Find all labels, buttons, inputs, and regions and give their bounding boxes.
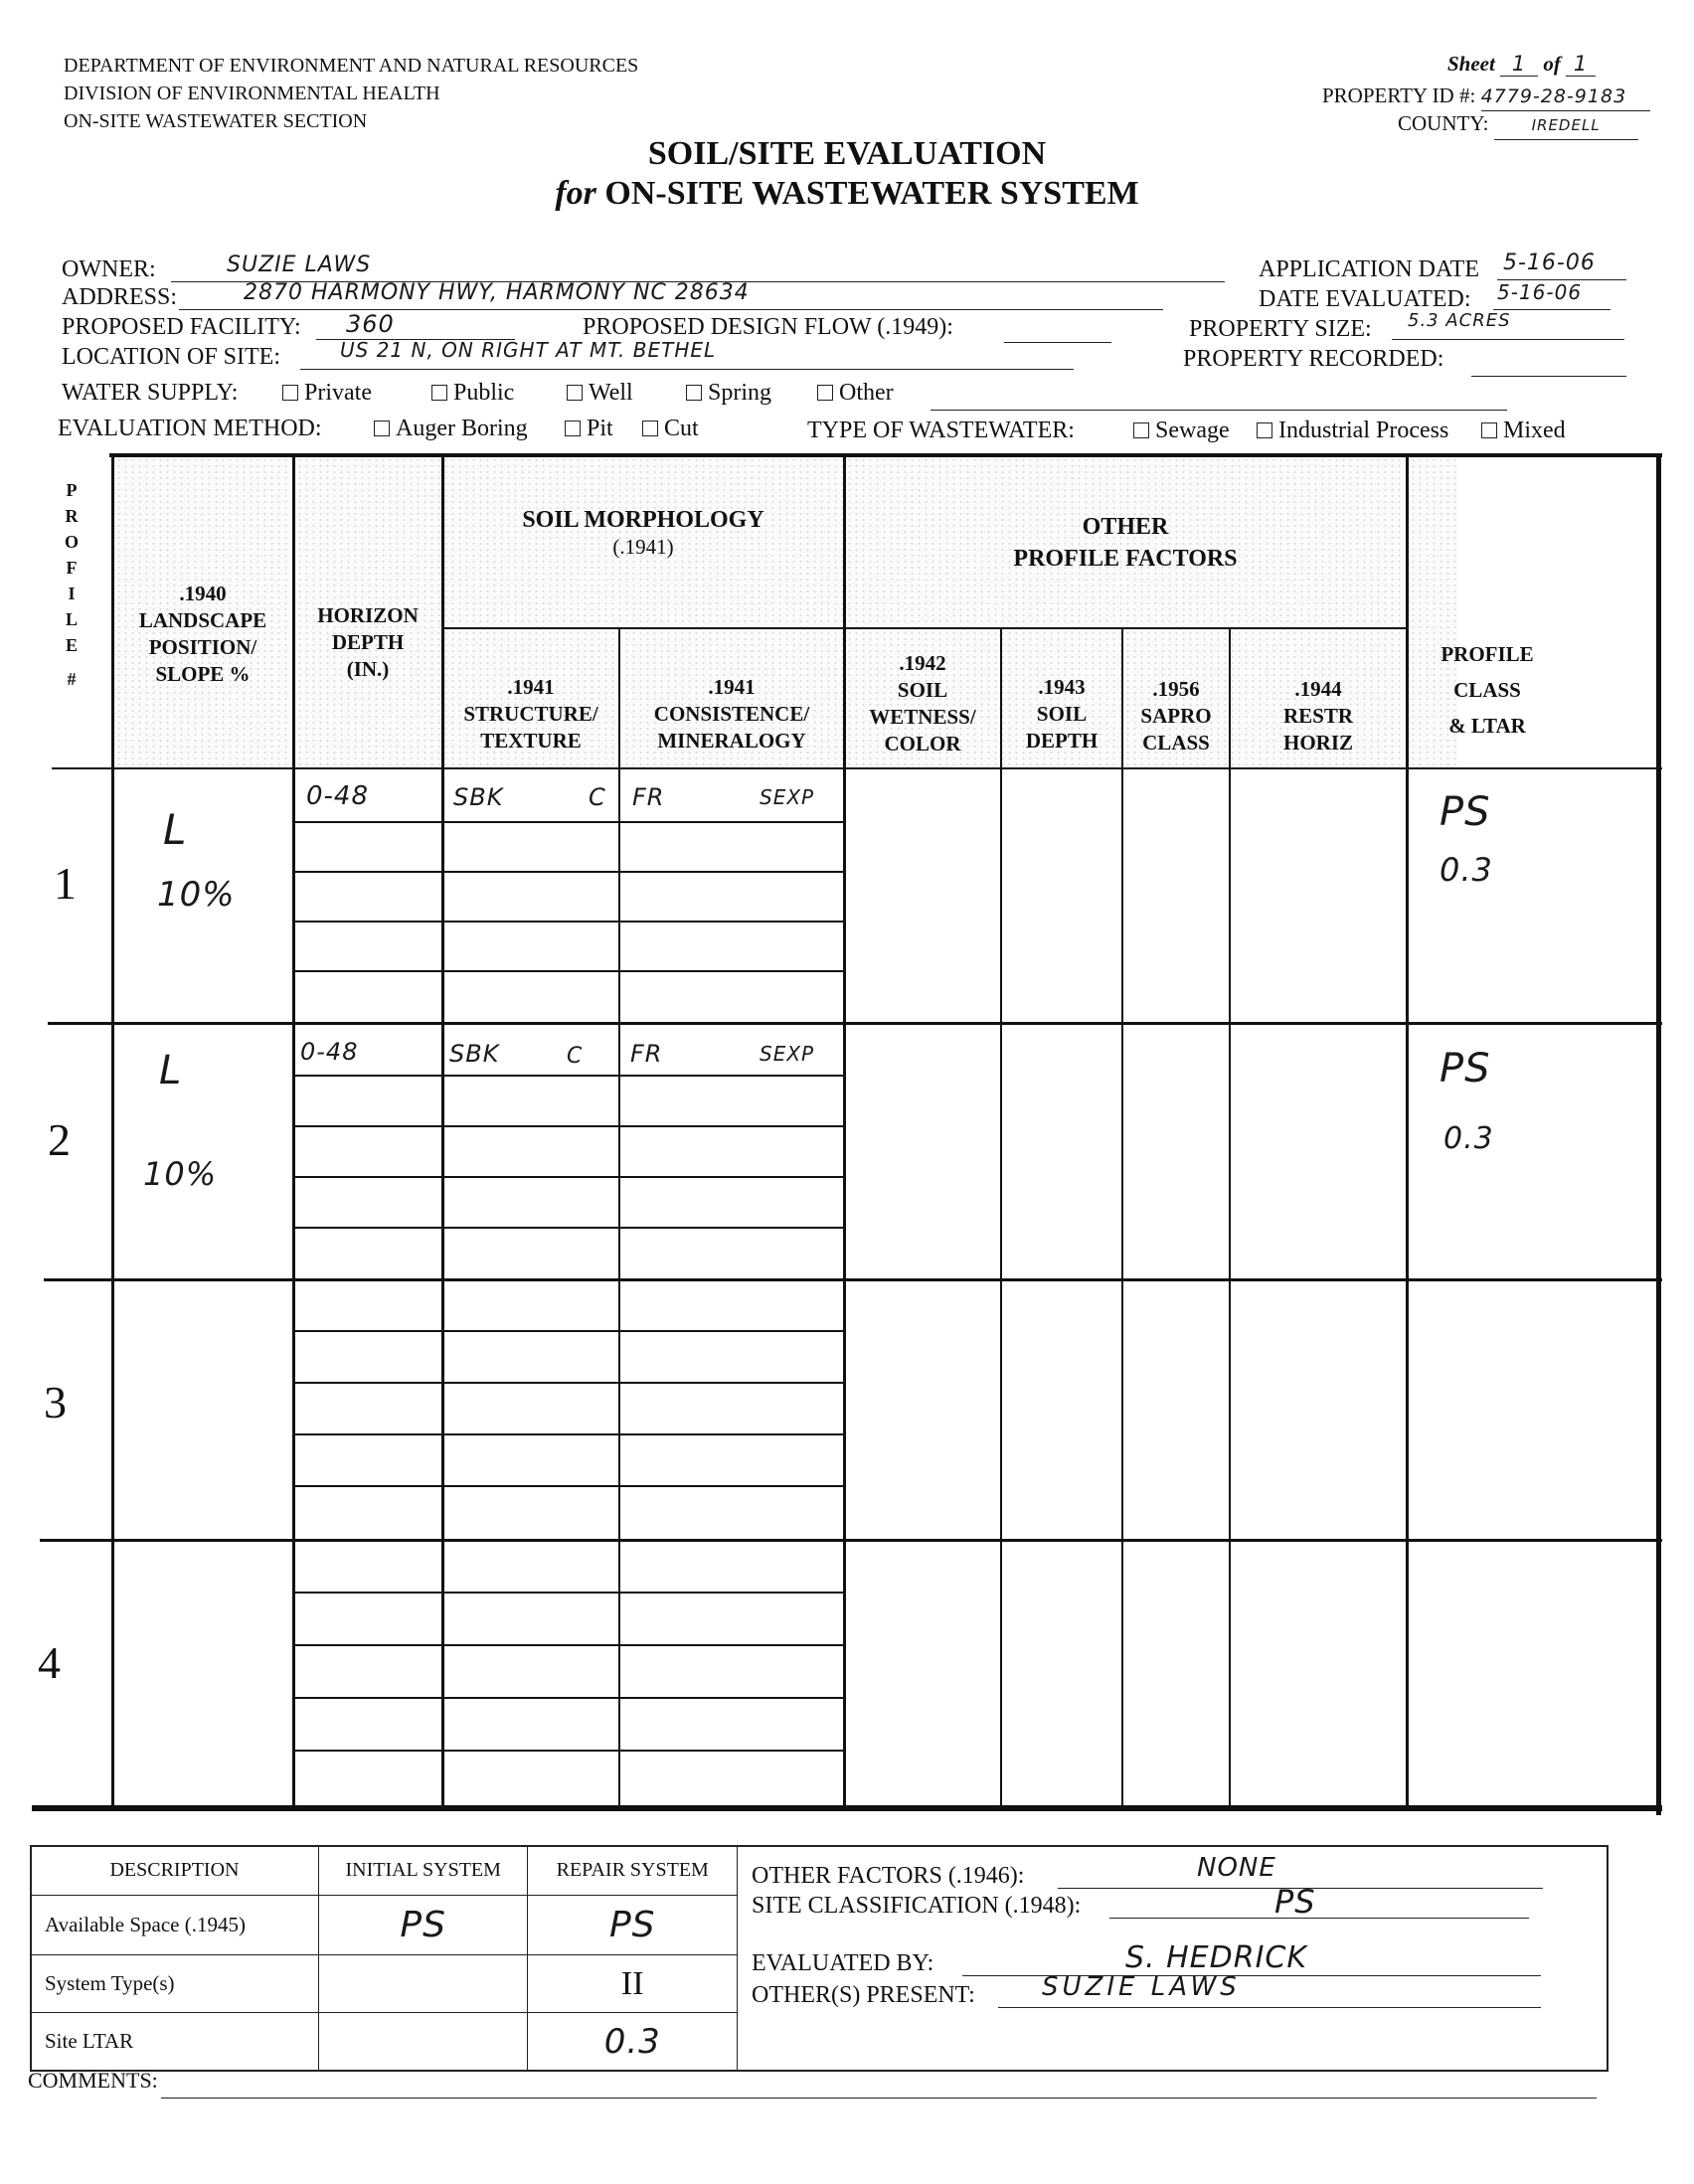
profile-2-depth: 0-48 [300, 1038, 359, 1066]
profile-1-slope: 10% [157, 875, 236, 915]
of-label: of [1543, 52, 1561, 76]
dept-line-1: DEPARTMENT OF ENVIRONMENT AND NATURAL RESOURCES [64, 55, 639, 77]
evaluated-by-value[interactable]: S. HEDRICK [962, 1940, 1541, 1976]
profile-1-texture: C [589, 783, 606, 811]
profile-1-structure: SBK [453, 783, 504, 811]
profile-number-1: 1 [54, 858, 77, 909]
checkbox-mixed[interactable] [1481, 422, 1497, 438]
eval-auger[interactable]: Auger Boring [374, 416, 528, 442]
checkbox-private[interactable] [282, 385, 298, 401]
dept-line-2: DIVISION OF ENVIRONMENTAL HEALTH [64, 83, 440, 104]
owner-value[interactable]: SUZIE LAWS [171, 252, 1225, 282]
profile-2-structure: SBK [449, 1040, 500, 1068]
county-label: COUNTY: [1398, 111, 1489, 135]
profile-1-landscape: L [163, 805, 188, 854]
property-id-label: PROPERTY ID #: [1322, 84, 1476, 107]
facility-value[interactable]: 360 [316, 310, 515, 340]
water-other[interactable]: Other [817, 380, 894, 407]
profile-table [38, 453, 1612, 1815]
dept-line-3: ON-SITE WASTEWATER SECTION [64, 110, 368, 132]
profile-1-ltar: 0.3 [1440, 851, 1493, 889]
profile-1-mineralogy: SEXP [760, 785, 815, 809]
facility-label: PROPOSED FACILITY: [62, 314, 301, 340]
checkbox-industrial[interactable] [1257, 422, 1272, 438]
property-recorded-value[interactable] [1471, 344, 1626, 377]
profile-number-3: 3 [44, 1377, 67, 1428]
profile-2-consistence: FR [630, 1040, 663, 1068]
ltar-initial[interactable] [318, 2013, 528, 2071]
checkbox-pit[interactable] [565, 420, 581, 436]
system-initial[interactable] [318, 1955, 528, 2013]
col-initial-system: INITIAL SYSTEM [318, 1846, 528, 1896]
location-value[interactable]: US 21 N, ON RIGHT AT MT. BETHEL [300, 338, 1074, 370]
profile-2-landscape: L [159, 1048, 183, 1093]
space-initial[interactable]: PS [318, 1896, 528, 1955]
title-line-2 [0, 175, 1694, 213]
profile-2-class: PS [1440, 1046, 1491, 1092]
date-evaluated-label: DATE EVALUATED: [1259, 286, 1471, 312]
county-value: IREDELL [1494, 111, 1638, 140]
profile-2-mineralogy: SEXP [760, 1042, 815, 1066]
property-id-value: 4779-28-9183 [1481, 83, 1650, 111]
other-factors-header: OTHER PROFILE FACTORS [1013, 514, 1238, 572]
system-summary-table [30, 1845, 738, 2071]
profile-1-consistence: FR [632, 783, 665, 811]
consistence-header: .1941 CONSISTENCE/ MINERALOGY [653, 675, 810, 753]
structure-header: .1941 STRUCTURE/ TEXTURE [463, 675, 598, 753]
department-block [64, 52, 638, 135]
profile-number-header: P R O F I L E # [64, 480, 79, 689]
address-value[interactable]: 2870 HARMONY HWY, HARMONY NC 28634 [179, 280, 1163, 310]
eval-cut[interactable]: Cut [642, 416, 699, 442]
water-well[interactable]: Well [567, 380, 633, 407]
form-title [0, 135, 1694, 213]
row-site-ltar: Site LTAR [31, 2013, 319, 2071]
title-line-1: SOIL/SITE EVALUATION [647, 135, 1047, 172]
ww-industrial[interactable]: Industrial Process [1257, 418, 1448, 444]
date-evaluated-value[interactable]: 5-16-06 [1493, 280, 1610, 310]
row-system-types: System Type(s) [31, 1955, 319, 2013]
ww-mixed[interactable]: Mixed [1481, 418, 1566, 444]
property-size-label: PROPERTY SIZE: [1189, 316, 1372, 342]
checkbox-auger[interactable] [374, 420, 390, 436]
address-label: ADDRESS: [62, 284, 178, 310]
sheet-label: Sheet [1447, 52, 1495, 76]
checkbox-sewage[interactable] [1133, 422, 1149, 438]
col-description: DESCRIPTION [31, 1846, 319, 1896]
soil-depth-header: .1943 SOIL DEPTH [1025, 675, 1099, 753]
app-date-value[interactable]: 5-16-06 [1497, 251, 1626, 280]
site-classification-value[interactable]: PS [1109, 1883, 1529, 1919]
eval-pit[interactable]: Pit [565, 416, 613, 442]
others-present-value[interactable]: SUZIE LAWS [998, 1972, 1541, 2008]
comments-line[interactable] [161, 2068, 1597, 2099]
others-present-label: OTHER(S) PRESENT: [752, 1982, 975, 2008]
other-factors-label: OTHER FACTORS (.1946): [752, 1863, 1025, 1889]
system-repair[interactable]: II [528, 1955, 738, 2013]
checkbox-cut[interactable] [642, 420, 658, 436]
owner-label: OWNER: [62, 256, 156, 282]
checkbox-public[interactable] [431, 385, 447, 401]
design-flow-label: PROPOSED DESIGN FLOW (.1949): [583, 314, 953, 340]
water-public[interactable]: Public [431, 380, 514, 407]
checkbox-spring[interactable] [686, 385, 702, 401]
water-supply-label: WATER SUPPLY: [62, 380, 239, 406]
wetness-header: .1942 SOIL WETNESS/ COLOR [869, 651, 976, 756]
space-repair[interactable]: PS [528, 1896, 738, 1955]
horizon-header: HORIZON DEPTH (IN.) [317, 603, 419, 681]
sheet-number: 1 [1500, 52, 1538, 77]
property-id-row [1322, 82, 1650, 111]
restr-header: .1944 RESTR HORIZ [1282, 677, 1354, 755]
app-date-label: APPLICATION DATE [1259, 256, 1479, 282]
profile-1-depth: 0-48 [306, 781, 370, 811]
title-for: for [555, 175, 596, 212]
ltar-repair[interactable]: 0.3 [528, 2013, 738, 2071]
profile-2-ltar: 0.3 [1443, 1121, 1494, 1156]
location-label: LOCATION OF SITE: [62, 344, 280, 370]
checkbox-well[interactable] [567, 385, 583, 401]
other-factors-value[interactable]: NONE [1058, 1853, 1543, 1889]
eval-method-label: EVALUATION METHOD: [58, 416, 322, 441]
property-size-value[interactable]: 5.3 ACRES [1392, 310, 1624, 340]
sheet-total: 1 [1566, 52, 1596, 77]
site-classification-label: SITE CLASSIFICATION (.1948): [752, 1893, 1082, 1919]
evaluated-by-label: EVALUATED BY: [752, 1950, 934, 1976]
profile-number-2: 2 [48, 1114, 71, 1165]
profile-2-texture: C [567, 1044, 584, 1069]
wastewater-label: TYPE OF WASTEWATER: [807, 418, 1075, 443]
profile-class-header: PROFILE CLASS & LTAR [1440, 642, 1534, 738]
sapro-header: .1956 SAPRO CLASS [1140, 677, 1212, 755]
water-private[interactable]: Private [282, 380, 372, 407]
profile-number-4: 4 [38, 1637, 61, 1688]
title-rest: ON-SITE WASTEWATER SYSTEM [604, 175, 1139, 212]
landscape-header: .1940 LANDSCAPE POSITION/ SLOPE % [138, 582, 267, 686]
row-available-space: Available Space (.1945) [31, 1896, 319, 1955]
profile-2-slope: 10% [143, 1155, 218, 1193]
comments-label: COMMENTS: [28, 2068, 158, 2093]
water-other-line[interactable] [931, 378, 1507, 411]
col-repair-system: REPAIR SYSTEM [528, 1846, 738, 1896]
soil-morphology-header: SOIL MORPHOLOGY (.1941) [522, 507, 764, 559]
ww-sewage[interactable]: Sewage [1133, 418, 1230, 444]
profile-1-class: PS [1440, 789, 1491, 835]
property-recorded-label: PROPERTY RECORDED: [1183, 346, 1444, 372]
water-spring[interactable]: Spring [686, 380, 771, 407]
sheet-indicator [1447, 52, 1596, 77]
checkbox-other[interactable] [817, 385, 833, 401]
